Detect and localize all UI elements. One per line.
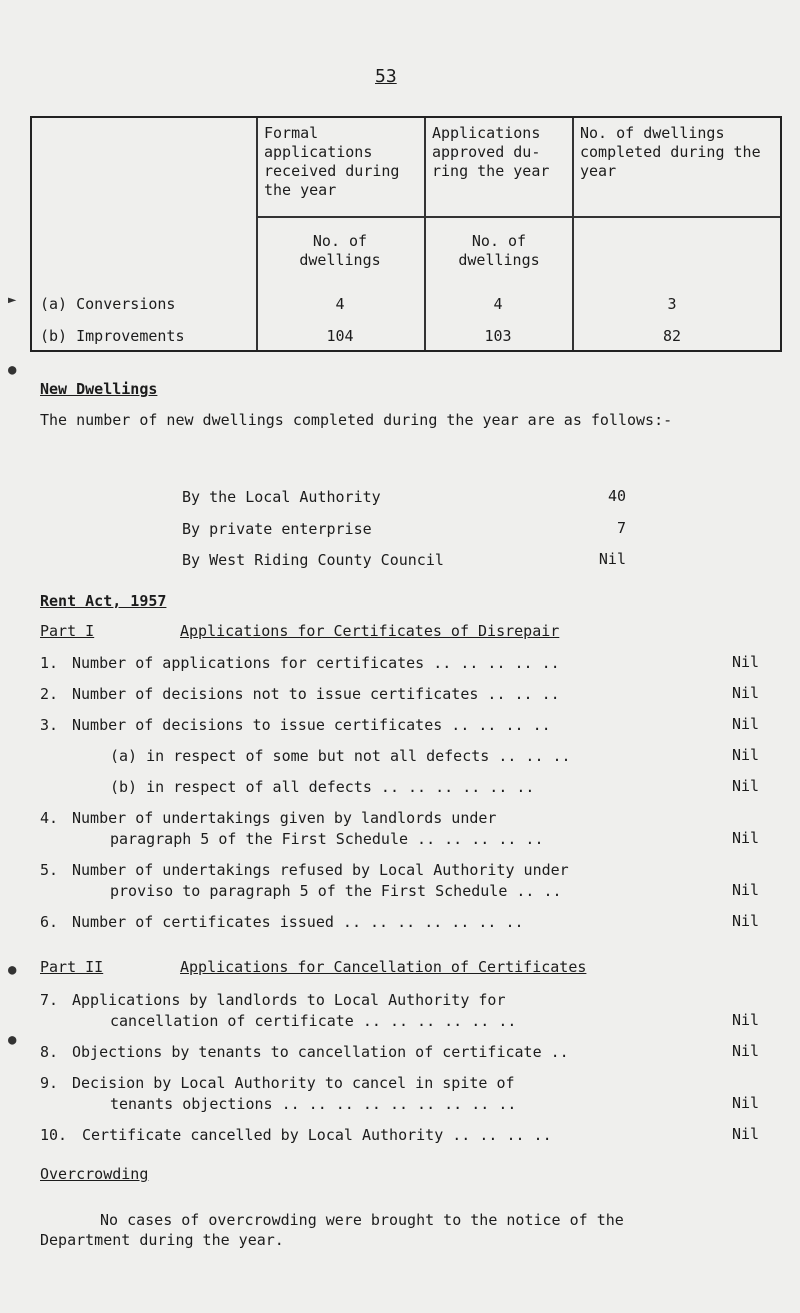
part2-title: Applications for Cancellation of Certificates xyxy=(180,958,587,976)
item-10-value: Nil xyxy=(732,1125,760,1143)
overcrowding-heading: Overcrowding xyxy=(40,1165,149,1183)
item-9-value: Nil xyxy=(732,1094,760,1112)
item-3-value: Nil xyxy=(732,715,760,733)
housing-table xyxy=(30,116,782,352)
item-4-text-cont: paragraph 5 of the First Schedule .. .. .. .. .. xyxy=(110,830,544,848)
header-applications-approved: Applications approved du- ring the year xyxy=(432,124,550,180)
item-1-text: Number of applications for certificates .. .. .. .. .. xyxy=(72,654,560,672)
item-3-number: 3. xyxy=(40,716,59,734)
item-3-text: Number of decisions to issue certificates .. .. .. .. xyxy=(72,716,551,734)
new-dwellings-private-value: 7 xyxy=(616,519,626,537)
item-10-text: Certificate cancelled by Local Authority .. .. .. .. xyxy=(82,1126,552,1144)
part1-label: Part I xyxy=(40,622,95,640)
item-3b-text: (b) in respect of all defects .. .. .. .. .. .. xyxy=(110,778,535,796)
margin-mark: ● xyxy=(8,362,17,378)
rent-act-heading: Rent Act, 1957 xyxy=(40,592,167,610)
item-8-text: Objections by tenants to cancellation of certificate .. xyxy=(72,1043,569,1061)
item-4-value: Nil xyxy=(732,829,760,847)
item-7-number: 7. xyxy=(40,991,59,1009)
item-8-value: Nil xyxy=(732,1042,760,1060)
margin-mark: ● xyxy=(8,962,17,978)
item-9-text: Decision by Local Authority to cancel in spite of xyxy=(72,1074,515,1092)
item-9-number: 9. xyxy=(40,1074,59,1092)
row-improvements-approved: 103 xyxy=(484,327,512,345)
row-improvements-received: 104 xyxy=(326,327,354,345)
item-5-number: 5. xyxy=(40,861,59,879)
part2-label: Part II xyxy=(40,958,104,976)
item-7-text-cont: cancellation of certificate .. .. .. .. .. .. xyxy=(110,1012,517,1030)
item-2-value: Nil xyxy=(732,684,760,702)
margin-mark: ► xyxy=(8,292,17,308)
new-dwellings-private-label: By private enterprise xyxy=(182,520,372,538)
row-conversions-completed: 3 xyxy=(667,295,677,313)
row-improvements-completed: 82 xyxy=(662,327,682,345)
item-6-text: Number of certificates issued .. .. .. .. .. .. .. xyxy=(72,913,524,931)
item-2-text: Number of decisions not to issue certificates .. .. .. xyxy=(72,685,560,703)
item-3a-value: Nil xyxy=(732,746,760,764)
overcrowding-text: No cases of overcrowding were brought to the notice of the Department during the year. xyxy=(40,1211,624,1249)
item-6-number: 6. xyxy=(40,913,59,931)
part1-title: Applications for Certificates of Disrepair xyxy=(180,622,560,640)
row-conversions-approved: 4 xyxy=(493,295,503,313)
new-dwellings-heading: New Dwellings xyxy=(40,380,158,398)
new-dwellings-intro: The number of new dwellings completed during the year are as follows:- xyxy=(40,411,673,429)
item-9-text-cont: tenants objections .. .. .. .. .. .. .. .. .. xyxy=(110,1095,517,1113)
new-dwellings-county-label: By West Riding County Council xyxy=(182,551,444,569)
item-7-value: Nil xyxy=(732,1011,760,1029)
item-5-text: Number of undertakings refused by Local Authority under xyxy=(72,861,569,879)
item-4-text: Number of undertakings given by landlords under xyxy=(72,809,497,827)
item-3b-value: Nil xyxy=(732,777,760,795)
item-1-value: Nil xyxy=(732,653,760,671)
header-dwellings-completed: No. of dwellings completed during the year xyxy=(580,124,761,180)
new-dwellings-local-authority-value: 40 xyxy=(607,487,626,505)
item-6-value: Nil xyxy=(732,912,760,930)
row-conversions-label: (a) Conversions xyxy=(40,295,176,313)
row-conversions-received: 4 xyxy=(335,295,345,313)
header-formal-applications: Formal applications received during the year xyxy=(264,124,400,199)
page-number: 53 xyxy=(375,66,397,87)
subheader-dwellings-1: No. of dwellings xyxy=(299,232,381,269)
item-10-number: 10. xyxy=(40,1126,68,1144)
margin-mark: ● xyxy=(8,1032,17,1048)
item-4-number: 4. xyxy=(40,809,59,827)
subheader-dwellings-2: No. of dwellings xyxy=(458,232,540,269)
item-7-text: Applications by landlords to Local Authority for xyxy=(72,991,506,1009)
item-8-number: 8. xyxy=(40,1043,59,1061)
new-dwellings-local-authority-label: By the Local Authority xyxy=(182,488,381,506)
item-2-number: 2. xyxy=(40,685,59,703)
item-5-value: Nil xyxy=(732,881,760,899)
item-5-text-cont: proviso to paragraph 5 of the First Schedule .. .. xyxy=(110,882,562,900)
item-1-number: 1. xyxy=(40,654,59,672)
new-dwellings-county-value: Nil xyxy=(598,550,626,568)
item-3a-text: (a) in respect of some but not all defects .. .. .. xyxy=(110,747,571,765)
row-improvements-label: (b) Improvements xyxy=(40,327,185,345)
